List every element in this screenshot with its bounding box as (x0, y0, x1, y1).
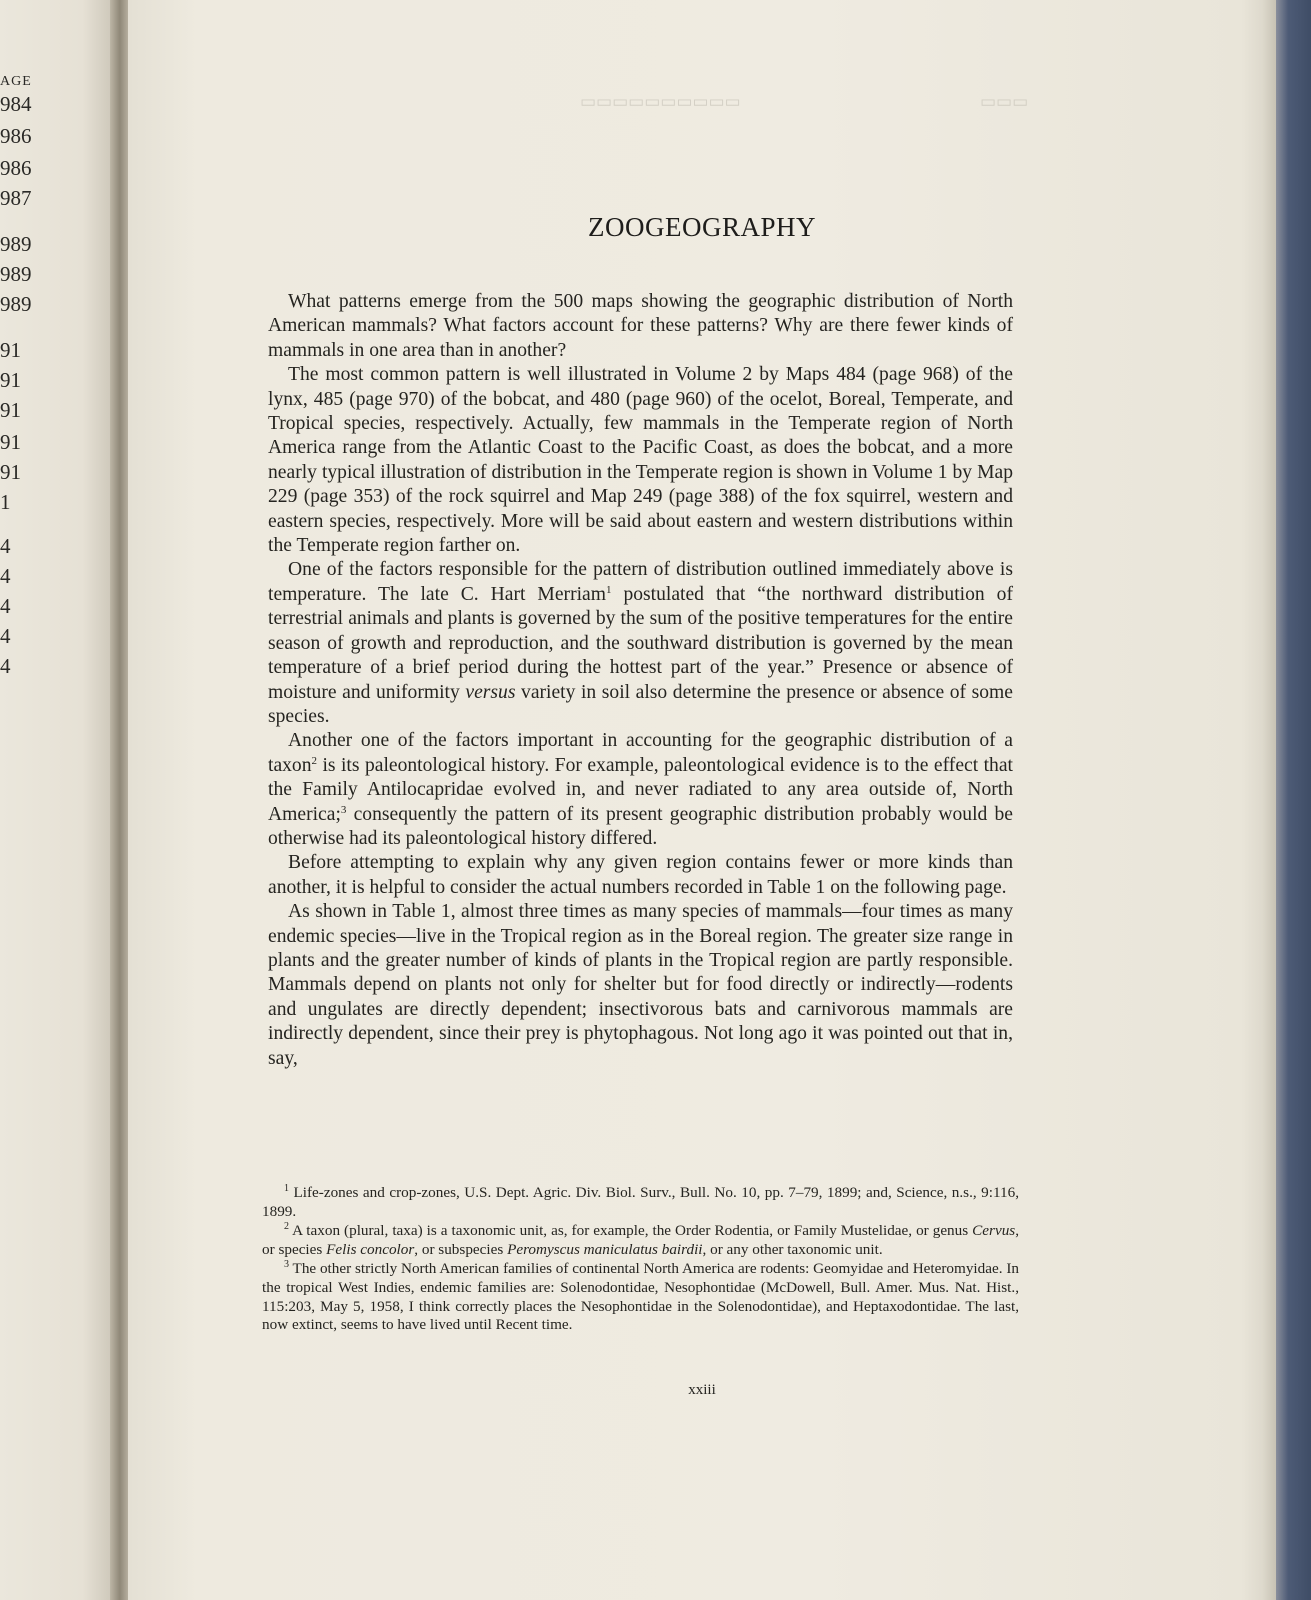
footnote-text: Life-zones and crop-zones, U.S. Dept. Agric. Div. Biol. Surv., Bull. No. 10, pp. 7–79, 1899; and, Science, n.s., 9:116, 1899. (262, 1184, 1019, 1220)
footnote (262, 1222, 1019, 1259)
show-through-text: ▭▭▭▭▭▭▭▭▭▭ (580, 92, 741, 111)
left-page-number: 91 (0, 368, 21, 392)
footnote-mark: 2 (284, 1221, 289, 1233)
paragraph-text: Another one of the factors important in accounting for the geographic distribution of a taxon (268, 730, 1013, 776)
footnote-ref: 1 (605, 583, 612, 596)
paragraph-text: postulated that “the northward distribution of terrestrial animals and plants is governed by the sum of the positive temperatures for the entire season of growth and reproduction, and the southward distribution is governed by the mean temperature of a brief period during the hottest part of the year.” Presence or absence of moisture and uniformity (268, 583, 1013, 703)
footnote-text: A taxon (plural, taxa) is a taxonomic unit, as, for example, the Order Rodentia, or Family Mustelidae, or genus (289, 1222, 973, 1240)
left-page-number: 989 (0, 232, 32, 256)
paragraph: The most common pattern is well illustrated in Volume 2 by Maps 484 (page 968) of the lynx, 485 (page 970) of the bobcat, and 480 (page 960) of the ocelot, Boreal, Temperate, and Tropical species, respectively. Actually, few mammals in the Temperate region of North America range from the Atlantic Coast to the Pacific Coast, as does the bobcat, and a more nearly typical illustration of distribution in the Temperate region is shown in Volume 1 by Map 229 (page 353) of the rock squirrel and Map 249 (page 388) of the fox squirrel, western and eastern species, respectively. More will be said about eastern and western distributions within the Temperate region farther on. (268, 364, 1013, 557)
left-page-number: 4 (0, 564, 11, 588)
show-through-text: ▭▭▭ (980, 92, 1029, 111)
left-page-header: AGE (0, 74, 32, 89)
paragraph (268, 558, 1013, 729)
left-page-number: 91 (0, 430, 21, 454)
left-page-number: 4 (0, 594, 11, 618)
book-cover-edge (1276, 0, 1311, 1600)
left-facing-page (0, 0, 118, 1600)
italic-term: versus (465, 681, 516, 703)
taxon-name: Peromyscus maniculatus bairdii (507, 1240, 703, 1258)
paragraph-text: One of the factors responsible for the pattern of distribution outlined immediately above is temperature. The late C. Hart Merriam (268, 559, 1013, 605)
left-page-number: 989 (0, 262, 32, 286)
footnote (262, 1260, 1019, 1334)
left-page-number: 986 (0, 124, 32, 148)
footnote-ref: 2 (311, 754, 318, 767)
body-text (268, 290, 1013, 1071)
footnote-text: , or species (262, 1222, 1019, 1258)
footnote-text: , or any other taxonomic unit. (702, 1240, 883, 1258)
paragraph-text: variety in soil also determine the presence or absence of some species. (268, 681, 1013, 727)
paragraph: As shown in Table 1, almost three times as many species of mammals—four times as many endemic species—live in the Tropical region as in the Boreal region. The greater size range in plants and the greater number of kinds of plants in the Tropical region are partly responsible. Mammals depend on plants not only for shelter but for food directly or indirectly—rodents and ungulates are directly dependent; insectivorous bats and carnivorous mammals are indirectly dependent, since their prey is phytophagous. Not long ago it was pointed out that in, say, (268, 901, 1013, 1069)
paragraph: What patterns emerge from the 500 maps showing the geographic distribution of North American mammals? What factors account for these patterns? Why are there fewer kinds of mammals in one area than in another? (268, 291, 1013, 361)
footnote-ref: 3 (340, 803, 347, 816)
left-page-number: 987 (0, 186, 32, 210)
footnote-mark: 3 (284, 1259, 289, 1271)
paragraph: Before attempting to explain why any given region contains fewer or more kinds than another, it is helpful to consider the actual numbers recorded in Table 1 on the following page. (268, 852, 1013, 898)
left-page-number: 4 (0, 624, 11, 648)
left-page-number: 91 (0, 338, 21, 362)
left-page-number: 4 (0, 534, 11, 558)
footnotes (262, 1184, 1019, 1336)
footnote-mark: 1 (284, 1183, 289, 1194)
taxon-name: Cervus (972, 1222, 1016, 1240)
page-title: ZOOGEOGRAPHY (588, 212, 816, 242)
page-number: xxiii (688, 1382, 716, 1398)
paragraph-text: consequently the pattern of its present geographic distribution probably would be otherwise had its paleontological history differed. (268, 803, 1013, 849)
left-page-number: 4 (0, 654, 11, 678)
left-page-number: 91 (0, 460, 21, 484)
footnote (262, 1184, 1019, 1221)
left-page-number: 91 (0, 398, 21, 422)
left-page-number: 986 (0, 156, 32, 180)
paragraph-text: is its paleontological history. For example, paleontological evidence is to the effect that the Family Antilocapridae evolved in, and never radiated to any area outside of, North America; (268, 754, 1013, 825)
footnote-text: The other strictly North American families of continental North America are rodents: Geomyidae and Heteromyidae. In the tropical West Indies, endemic families are: Solenodontidae, Nesophontidae (McDowell, Bull. Amer. Mus. Nat. Hist., 115:203, May 5, 1958, I think correctly places the Nesophontidae in the Solenodontidae), and Heptaxodontidae. The last, now extinct, seems to have lived until Recent time. (262, 1260, 1019, 1334)
footnote-text: , or subspecies (414, 1240, 508, 1258)
left-page-number: 989 (0, 292, 32, 316)
left-page-number: 984 (0, 92, 32, 116)
left-page-number: 1 (0, 490, 11, 514)
taxon-name: Felis concolor (326, 1240, 415, 1258)
paragraph (268, 729, 1013, 851)
